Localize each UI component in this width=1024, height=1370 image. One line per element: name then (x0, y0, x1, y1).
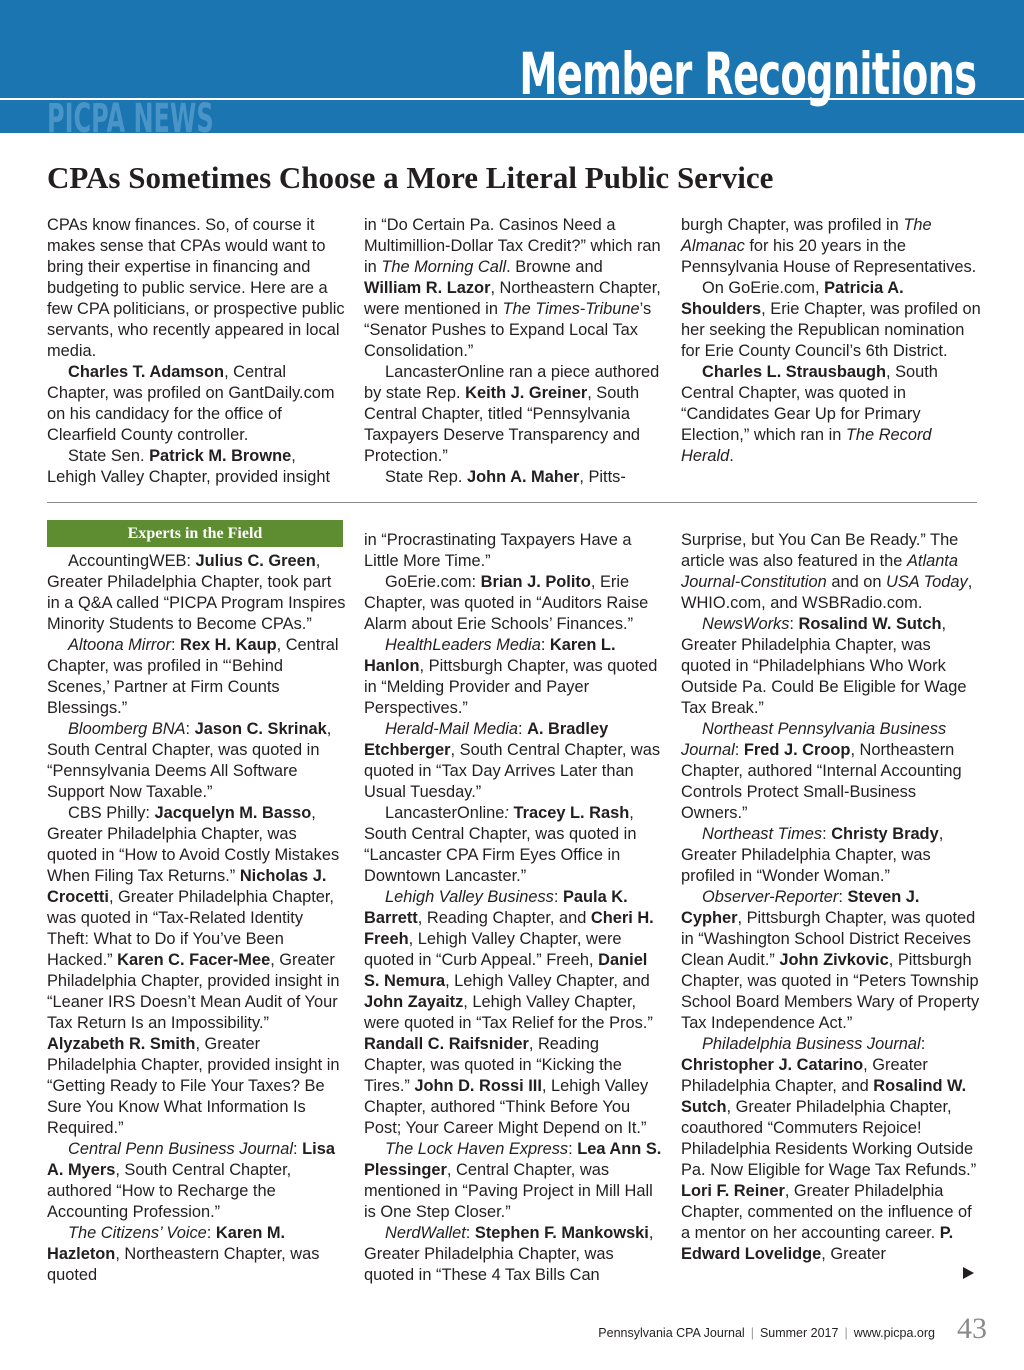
member-name: Cheri H. Freeh (364, 909, 654, 948)
paragraph: Charles T. Adamson, Central Chapter, was profiled on GantDaily.com on his candidacy for the office of Clearfield County controller. (47, 363, 335, 444)
paragraph: Observer-Reporter: Steven J. Cypher, Pittsburgh Chapter, was quoted in “Washington School District Receives Clean Audit.” John Zivkovic, Pittsburgh Chapter, was quoted in “Peters Township School Board Members Wary of Property Tax Independence Act.” (681, 888, 980, 1032)
publication-name: Northeast Times (702, 825, 823, 843)
publication-name: : (504, 804, 509, 822)
member-name: Nicholas J. Crocetti (47, 867, 327, 906)
member-name: Charles L. Strausbaugh (702, 363, 886, 381)
member-name: Randall C. Raifsnider (364, 1035, 529, 1053)
paragraph: HealthLeaders Media: Karen L. Hanlon, Pittsburgh Chapter, was quoted in “Melding Provider and Payer Perspectives.” (364, 636, 658, 717)
paragraph: The Citizens’ Voice: Karen M. Hazleton, Northeastern Chapter, was quoted (47, 1224, 320, 1284)
footer-separator: | (750, 1326, 754, 1340)
section-divider (47, 502, 977, 503)
paragraph: Northeast Pennsylvania Business Journal: Fred J. Croop, Northeastern Chapter, authored “Internal Accounting Controls Protect Small-Business Owners.” (681, 720, 962, 822)
member-name: John D. Rossi III (414, 1077, 542, 1095)
paragraph: Philadelphia Business Journal: Christopher J. Catarino, Greater Philadelphia Chapter, and Rosalind W. Sutch, Greater Philadelphia Chapter, coauthored “Commuters Rejoice! Philadelphia Residents Working Outside Pa. Now Eligible for Wage Tax Refunds.” Lori F. Reiner, Greater Philadelphia Chapter, commented on the influence of a mentor on her accounting career. P. Edward Lovelidge, Greater (681, 1035, 977, 1263)
footer-issue: Summer 2017 (759, 1326, 839, 1340)
publication-name: HealthLeaders Media (385, 636, 541, 654)
member-name: John A. Maher (467, 468, 580, 486)
member-name: Jason C. Skrinak (194, 720, 327, 738)
publication-name: Lehigh Valley Business (385, 888, 554, 906)
publication-name: Herald-Mail Media (385, 720, 518, 738)
paragraph: burgh Chapter, was profiled in The Almanac for his 20 years in the Pennsylvania House of Representatives. (681, 216, 977, 276)
member-name: Tracey L. Rash (513, 804, 630, 822)
member-name: Karen M. Hazleton (47, 1224, 286, 1263)
publication-name: Northeast Pennsylvania Business Journal (681, 720, 947, 759)
publication-name: The Morning Call (381, 258, 507, 276)
top-column-3 (681, 215, 981, 467)
member-name: Alyzabeth R. Smith (47, 1035, 196, 1053)
paragraph: Charles L. Strausbaugh, South Central Chapter, was quoted in “Candidates Gear Up for Primary Election,” which ran in The Record Herald. (681, 363, 938, 465)
bottom-column-3 (681, 530, 981, 1265)
paragraph: in “Do Certain Pa. Casinos Need a Multimillion-Dollar Tax Credit?” which ran in The Morning Call. Browne and William R. Lazor, Northeastern Chapter, were mentioned in The Times-Tribune’s “Senator Pushes to Expand Local Tax Consolidation.” (364, 216, 661, 360)
paragraph: Central Penn Business Journal: Lisa A. Myers, South Central Chapter, authored “How to Recharge the Accounting Profession.” (47, 1140, 335, 1221)
publication-name: The Almanac (681, 216, 932, 255)
member-name: Rosalind W. Sutch (798, 615, 942, 633)
publication-name: Central Penn Business Journal (68, 1140, 294, 1158)
publication-name: Philadelphia Business Journal (702, 1035, 921, 1053)
experts-heading: Experts in the Field (47, 520, 343, 547)
paragraph: GoErie.com: Brian J. Polito, Erie Chapter, was quoted in “Auditors Raise Alarm about Erie Schools’ Finances.” (364, 573, 649, 633)
publication-name: The Times-Tribune (502, 300, 640, 318)
publication-name: NewsWorks (702, 615, 790, 633)
member-name: Lisa A. Myers (47, 1140, 335, 1179)
publication-name: Altoona Mirror (68, 636, 171, 654)
member-name: John Zivkovic (779, 951, 889, 969)
member-name: William R. Lazor (364, 279, 491, 297)
member-name: Stephen F. Mankowski (474, 1224, 649, 1242)
paragraph: State Sen. Patrick M. Browne, Lehigh Valley Chapter, provided insight (47, 447, 331, 486)
paragraph: On GoErie.com, Patricia A. Shoulders, Erie Chapter, was profiled on her seeking the Republican nomination for Erie County Council’s 6th District. (681, 279, 981, 360)
publication-name: Observer-Reporter (702, 888, 839, 906)
footer-journal: Pennsylvania CPA Journal (598, 1326, 745, 1340)
section-label: PICPA NEWS (47, 96, 214, 133)
member-name: Daniel S. Nemura (364, 951, 648, 990)
publication-name: Atlanta Journal-Constitution (681, 552, 958, 591)
paragraph: CPAs know finances. So, of course it makes sense that CPAs would want to bring their expertise in financing and budgeting to public service. Here are a few CPA politicians, or prospective public servants, who recently appeared in local media. (47, 216, 345, 360)
section-title: Member Recognitions (519, 40, 976, 108)
member-name: Karen L. Hanlon (364, 636, 616, 675)
member-name: Brian J. Polito (480, 573, 591, 591)
member-name: Patricia A. Shoulders (681, 279, 904, 318)
member-name: Steven J. Cypher (681, 888, 920, 927)
publication-name: The Citizens’ Voice (68, 1224, 207, 1242)
paragraph: AccountingWEB: Julius C. Green, Greater Philadelphia Chapter, took part in a Q&A called “PICPA Program Inspires Minority Students to Become CPAs.” (47, 552, 346, 633)
member-name: Jacquelyn M. Basso (154, 804, 312, 822)
publication-name: The Record Herald (681, 426, 932, 465)
paragraph: LancasterOnline ran a piece authored by state Rep. Keith J. Greiner, South Central Chapter, titled “Pennsylvania Taxpayers Deserve Transparency and Protection.” (364, 363, 660, 465)
member-name: Karen C. Facer-Mee (117, 951, 271, 969)
publication-name: Bloomberg BNA (68, 720, 186, 738)
paragraph: Bloomberg BNA: Jason C. Skrinak, South Central Chapter, was quoted in “Pennsylvania Deems All Software Support Now Taxable.” (47, 720, 332, 801)
top-column-2 (364, 215, 664, 488)
bottom-column-2 (364, 530, 664, 1286)
member-name: Lori F. Reiner (681, 1182, 785, 1200)
paragraph: Herald-Mail Media: A. Bradley Etchberger, South Central Chapter, was quoted in “Tax Day Arrives Later than Usual Tuesday.” (364, 720, 661, 801)
top-column-1 (47, 215, 347, 488)
paragraph: Altoona Mirror: Rex H. Kaup, Central Chapter, was profiled in “‘Behind Scenes,’ Partner at Firm Counts Blessings.” (47, 636, 339, 717)
paragraph: Lehigh Valley Business: Paula K. Barrett, Reading Chapter, and Cheri H. Freeh, Lehigh Valley Chapter, were quoted in “Curb Appeal.” Freeh, Daniel S. Nemura, Lehigh Valley Chapter, and John Zayaitz, Lehigh Valley Chapter, were quoted in “Tax Relief for the Pros.” Randall C. Raifsnider, Reading Chapter, was quoted in “Kicking the Tires.” John D. Rossi III, Lehigh Valley Chapter, authored “Think Before You Post; Your Career Might Depend on It.” (364, 888, 654, 1137)
publication-name: The Lock Haven Express (385, 1140, 569, 1158)
member-name: Paula K. Barrett (364, 888, 628, 927)
member-name: A. Bradley Etchberger (364, 720, 609, 759)
paragraph: in “Procrastinating Taxpayers Have a Little More Time.” (364, 531, 632, 570)
page-number: 43 (957, 1312, 987, 1345)
publication-name: NerdWallet (385, 1224, 466, 1242)
member-name: Fred J. Croop (743, 741, 851, 759)
paragraph: Surprise, but You Can Be Ready.” The article was also featured in the Atlanta Journal-Constitution and on USA Today, WHIO.com, and WSBRadio.com. (681, 531, 973, 612)
member-name: Julius C. Green (195, 552, 316, 570)
member-name: Rosalind W. Sutch (681, 1077, 967, 1116)
member-name: Lea Ann S. Plessinger (364, 1140, 662, 1179)
member-name: Patrick M. Browne (149, 447, 292, 465)
paragraph: Northeast Times: Christy Brady, Greater Philadelphia Chapter, was profiled in “Wonder Woman.” (681, 825, 944, 885)
paragraph: The Lock Haven Express: Lea Ann S. Plessinger, Central Chapter, was mentioned in “Paving Project in Mill Hall is One Step Closer.” (364, 1140, 662, 1221)
article-headline: CPAs Sometimes Choose a More Literal Public Service (47, 160, 774, 195)
member-name: P. Edward Lovelidge (681, 1224, 954, 1263)
member-name: John Zayaitz (364, 993, 464, 1011)
paragraph: State Rep. John A. Maher, Pitts- (385, 468, 626, 486)
footer-website[interactable]: www.picpa.org (853, 1326, 935, 1340)
header-banner (0, 0, 1024, 133)
member-name: Keith J. Greiner (465, 384, 588, 402)
member-name: Charles T. Adamson (68, 363, 225, 381)
member-name: Rex H. Kaup (180, 636, 277, 654)
paragraph: LancasterOnline: Tracey L. Rash, South Central Chapter, was quoted in “Lancaster CPA Firm Eyes Office in Downtown Lancaster.” (364, 804, 637, 885)
page-footer (598, 1326, 935, 1340)
footer-separator: | (844, 1326, 848, 1340)
member-name: Christy Brady (831, 825, 939, 843)
member-name: Christopher J. Catarino (681, 1056, 864, 1074)
paragraph: NerdWallet: Stephen F. Mankowski, Greater Philadelphia Chapter, was quoted in “These 4 Tax Bills Can (364, 1224, 654, 1284)
publication-name: USA Today (886, 573, 968, 591)
continue-arrow-icon (963, 1267, 974, 1279)
paragraph: CBS Philly: Jacquelyn M. Basso, Greater Philadelphia Chapter, was quoted in “How to Avoid Costly Mistakes When Filing Tax Returns.” Nicholas J. Crocetti, Greater Philadelphia Chapter, was quoted in “Tax-Related Identity Theft: What to Do if You’ve Been Hacked.” Karen C. Facer-Mee, Greater Philadelphia Chapter, provided insight in “Leaner IRS Doesn’t Mean Audit of Your Tax Return Is an Impossibility.” Alyzabeth R. Smith, Greater Philadelphia Chapter, provided insight in “Getting Ready to File Your Taxes? Be Sure You Know What Information Is Required.” (47, 804, 340, 1137)
bottom-column-1 (47, 551, 347, 1286)
paragraph: NewsWorks: Rosalind W. Sutch, Greater Philadelphia Chapter, was quoted in “Philadelphians Who Work Outside Pa. Could Be Eligible for Wage Tax Break.” (681, 615, 967, 717)
